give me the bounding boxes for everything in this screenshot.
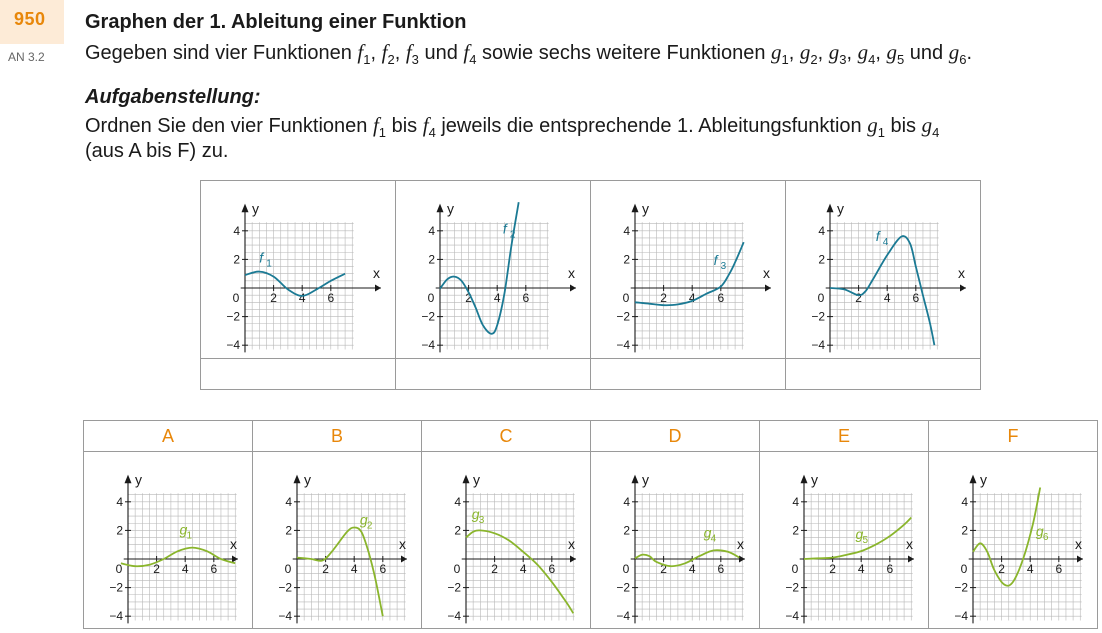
g-graph-cell [422, 452, 591, 629]
y-tick-label: 2 [233, 252, 240, 267]
graph-g6 [929, 452, 1097, 628]
graph-f2 [396, 181, 590, 358]
x-tick-label: 2 [855, 291, 862, 305]
origin-label: 0 [817, 291, 825, 305]
y-tick-label: 4 [792, 494, 799, 509]
y-axis-arrow [632, 475, 639, 484]
curve-label-index: 2 [366, 520, 373, 532]
x-axis-label: x [230, 536, 237, 552]
curve-label: g [703, 524, 712, 541]
curve-label-index: 1 [186, 530, 193, 542]
y-tick-label: −4 [616, 609, 630, 624]
y-tick-label: 4 [454, 494, 461, 509]
curve-label: g [855, 525, 864, 542]
y-tick-label: 2 [818, 252, 825, 267]
origin-label: 0 [960, 562, 968, 576]
x-tick-label: 2 [660, 562, 667, 576]
curve-label: g [179, 521, 188, 538]
g-graph-cell [253, 452, 422, 629]
curve-label-index: 3 [720, 261, 727, 273]
x-axis-arrow [765, 285, 771, 292]
curve-label-index: 2 [509, 229, 516, 241]
y-axis-arrow [437, 204, 444, 213]
y-tick-label: −4 [811, 338, 825, 353]
curve-label-index: 1 [266, 258, 272, 270]
y-axis-label: y [837, 200, 844, 217]
x-axis-label: x [906, 536, 913, 552]
y-axis-arrow [827, 204, 834, 213]
origin-label: 0 [427, 291, 435, 305]
y-tick-label: −2 [421, 309, 435, 324]
y-axis-arrow [463, 475, 470, 484]
x-tick-label: 4 [493, 291, 501, 305]
f-graph-cell [786, 181, 981, 359]
x-axis-label: x [1075, 536, 1082, 552]
y-tick-label: 2 [961, 523, 968, 538]
x-tick-label: 6 [886, 562, 894, 576]
y-tick-label: 4 [428, 223, 435, 238]
y-tick-label: 4 [818, 223, 825, 238]
x-tick-label: 4 [350, 562, 358, 576]
y-axis-label: y [473, 471, 480, 488]
option-letter-c: C [422, 421, 591, 452]
g-graph-cell [84, 452, 253, 629]
x-tick-label: 2 [660, 291, 667, 305]
y-axis-arrow [801, 475, 808, 484]
y-tick-label: 4 [623, 223, 630, 238]
x-axis-label: x [763, 265, 770, 281]
graph-g3 [422, 452, 590, 628]
y-tick-label: 2 [623, 523, 630, 538]
f-graph-cell [201, 181, 396, 359]
y-tick-label: −2 [109, 580, 123, 595]
y-axis-label: y [980, 471, 987, 488]
y-tick-label: 2 [116, 523, 123, 538]
y-tick-label: −4 [954, 609, 968, 624]
x-tick-label: 6 [717, 291, 725, 305]
y-axis-arrow [242, 204, 249, 213]
x-tick-label: 4 [688, 291, 696, 305]
y-axis-label: y [642, 471, 649, 488]
x-tick-label: 4 [883, 291, 891, 305]
answer-cell-f2[interactable] [396, 359, 591, 390]
curve-label-index: 4 [710, 533, 717, 545]
x-tick-label: 6 [912, 291, 920, 305]
intro-line: Gegeben sind vier Funktionen $f_1$, $f_2$, $f_3$ und $f_4$ sowie sechs weitere Funktionen $g_1$, $g_2$, $g_3$, $g_4$, $g_5$ und $g_6$. [85, 40, 972, 67]
y-tick-label: 4 [116, 494, 123, 509]
origin-label: 0 [232, 291, 240, 305]
x-axis-label: x [399, 536, 406, 552]
y-tick-label: −2 [447, 580, 461, 595]
y-axis-label: y [135, 471, 142, 488]
y-tick-label: 4 [623, 494, 630, 509]
curve-label: f [502, 220, 507, 237]
y-tick-label: 2 [623, 252, 630, 267]
y-tick-label: 2 [428, 252, 435, 267]
task-heading: Aufgabenstellung: [85, 86, 261, 108]
x-tick-label: 4 [181, 562, 189, 576]
graph-g2 [253, 452, 421, 628]
x-tick-label: 2 [153, 562, 160, 576]
x-tick-label: 2 [998, 562, 1005, 576]
y-tick-label: −2 [954, 580, 968, 595]
x-tick-label: 2 [322, 562, 329, 576]
origin-label: 0 [453, 562, 461, 576]
y-axis-label: y [252, 200, 259, 217]
y-axis-label: y [304, 471, 311, 488]
x-tick-label: 6 [548, 562, 556, 576]
y-tick-label: 4 [233, 223, 240, 238]
x-axis-label: x [568, 536, 575, 552]
x-axis-arrow [375, 285, 381, 292]
competence-code: AN 3.2 [8, 50, 45, 64]
curve-label: f [259, 249, 264, 266]
curve-label: g [359, 511, 368, 528]
curve-label-index: 5 [862, 534, 869, 546]
origin-label: 0 [115, 562, 123, 576]
x-tick-label: 2 [829, 562, 836, 576]
x-axis-label: x [737, 536, 744, 552]
y-axis-label: y [447, 200, 454, 217]
x-axis-label: x [373, 265, 380, 281]
y-tick-label: −4 [109, 609, 123, 624]
curve-label: g [1035, 523, 1044, 540]
x-tick-label: 2 [270, 291, 277, 305]
x-axis-arrow [570, 285, 576, 292]
y-axis-label: y [642, 200, 649, 217]
option-letter-e: E [760, 421, 929, 452]
y-tick-label: 2 [285, 523, 292, 538]
x-tick-label: 6 [327, 291, 335, 305]
x-axis-arrow [960, 285, 966, 292]
curve-label-index: 4 [882, 236, 889, 248]
option-letter-b: B [253, 421, 422, 452]
y-tick-label: −2 [226, 309, 240, 324]
graph-f1 [201, 181, 395, 358]
exercise-number: 950 [14, 9, 46, 29]
task-line-1: Ordnen Sie den vier Funktionen $f_1$ bis $f_4$ jeweils die entsprechende 1. Ableitungsfunktion $g_1$ bis $g_4$ [85, 113, 940, 140]
y-axis-arrow [294, 475, 301, 484]
y-tick-label: 4 [285, 494, 292, 509]
answer-cell-f3[interactable] [591, 359, 786, 390]
x-tick-label: 6 [522, 291, 530, 305]
exercise-number-box [0, 0, 64, 44]
graph-g5 [760, 452, 928, 628]
option-letter-d: D [591, 421, 760, 452]
origin-label: 0 [284, 562, 292, 576]
y-tick-label: −2 [278, 580, 292, 595]
answer-cell-f4[interactable] [786, 359, 981, 390]
x-tick-label: 4 [1026, 562, 1034, 576]
y-axis-label: y [811, 471, 818, 488]
x-tick-label: 6 [210, 562, 218, 576]
x-tick-label: 6 [1055, 562, 1063, 576]
g-graph-cell [591, 452, 760, 629]
exercise-title: Graphen der 1. Ableitung einer Funktion [85, 11, 467, 33]
curve-label: g [471, 505, 480, 522]
f-graph-cell [396, 181, 591, 359]
x-tick-label: 4 [857, 562, 865, 576]
x-axis-label: x [568, 265, 575, 281]
f-graphs-table [200, 180, 981, 390]
function-curve [440, 202, 519, 334]
x-tick-label: 2 [465, 291, 472, 305]
y-axis-arrow [970, 475, 977, 484]
y-tick-label: −4 [447, 609, 461, 624]
graph-g1 [84, 452, 252, 628]
y-tick-label: −2 [811, 309, 825, 324]
x-tick-label: 4 [298, 291, 306, 305]
option-letter-a: A [84, 421, 253, 452]
origin-label: 0 [622, 291, 630, 305]
answer-cell-f1[interactable] [201, 359, 396, 390]
graph-f3 [591, 181, 785, 358]
graph-f4 [786, 181, 980, 358]
x-tick-label: 4 [519, 562, 527, 576]
y-tick-label: −4 [421, 338, 435, 353]
x-tick-label: 6 [717, 562, 725, 576]
g-graph-cell [929, 452, 1098, 629]
f-graph-cell [591, 181, 786, 359]
y-tick-label: −4 [278, 609, 292, 624]
y-tick-label: −2 [785, 580, 799, 595]
curve-label-index: 6 [1042, 532, 1049, 544]
y-tick-label: −2 [616, 309, 630, 324]
y-tick-label: −4 [785, 609, 799, 624]
task-line-2: (aus A bis F) zu. [85, 140, 229, 162]
curve-label-index: 3 [478, 514, 485, 526]
g-graphs-table [83, 420, 1098, 629]
x-tick-label: 4 [688, 562, 696, 576]
y-tick-label: 2 [454, 523, 461, 538]
x-tick-label: 6 [379, 562, 387, 576]
x-tick-label: 2 [491, 562, 498, 576]
graph-g4 [591, 452, 759, 628]
option-letter-f: F [929, 421, 1098, 452]
y-tick-label: −4 [616, 338, 630, 353]
x-axis-label: x [958, 265, 965, 281]
y-tick-label: 2 [792, 523, 799, 538]
y-axis-arrow [632, 204, 639, 213]
curve-label: f [875, 227, 880, 244]
origin-label: 0 [791, 562, 799, 576]
y-tick-label: −2 [616, 580, 630, 595]
curve-label: f [713, 252, 718, 269]
y-axis-arrow [125, 475, 132, 484]
g-graph-cell [760, 452, 929, 629]
y-tick-label: −4 [226, 338, 240, 353]
origin-label: 0 [622, 562, 630, 576]
y-tick-label: 4 [961, 494, 968, 509]
